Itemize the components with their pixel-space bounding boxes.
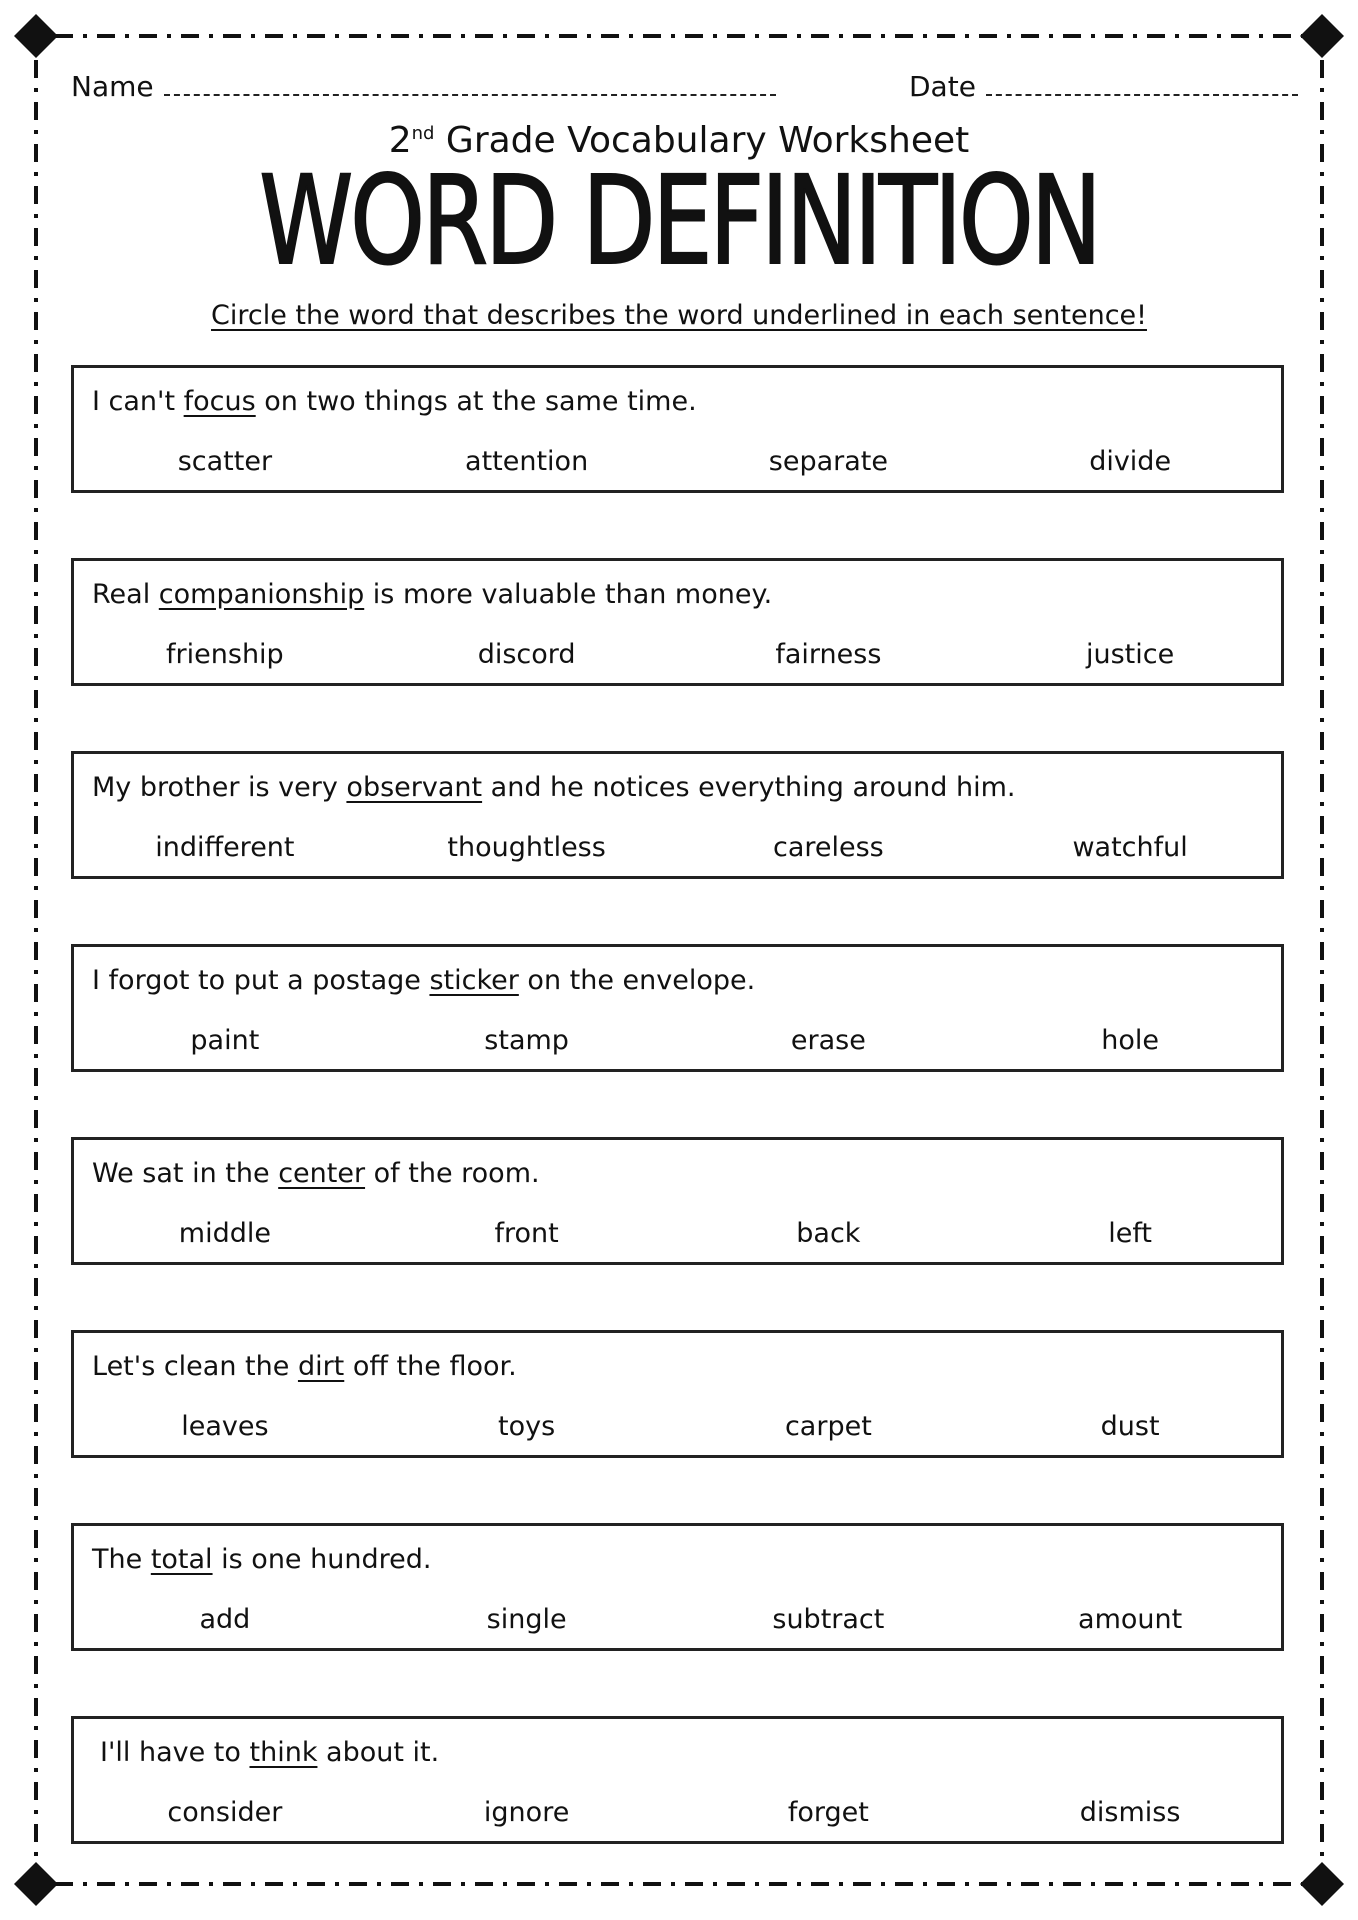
question-sentence (92, 579, 772, 610)
question-box (71, 558, 1284, 686)
answer-options (74, 446, 1281, 477)
answer-option[interactable]: ignore (483, 1797, 570, 1828)
sentence-text: We sat in the (92, 1158, 279, 1189)
answer-option[interactable]: frienship (166, 639, 284, 670)
question-sentence (92, 772, 1016, 803)
answer-option[interactable]: consider (167, 1797, 283, 1828)
sentence-text: is one hundred. (212, 1544, 432, 1575)
answer-option[interactable]: single (486, 1604, 567, 1635)
question-box (71, 1716, 1284, 1844)
underlined-word: sticker (429, 965, 519, 996)
answer-options (74, 1411, 1281, 1442)
answer-option[interactable]: toys (498, 1411, 556, 1442)
sentence-text: Let's clean the (92, 1351, 298, 1382)
grade-suffix: nd (411, 123, 435, 144)
sentence-text: and he notices everything around him. (482, 772, 1016, 803)
corner-diamond-icon (1300, 1862, 1344, 1906)
underlined-word: companionship (158, 579, 365, 610)
answer-option[interactable]: divide (1089, 446, 1172, 477)
question-box (71, 365, 1284, 493)
date-field[interactable] (909, 70, 1298, 103)
corner-diamond-icon (1300, 14, 1344, 58)
answer-option[interactable]: watchful (1072, 832, 1188, 863)
question-sentence (92, 965, 755, 996)
sentence-text: I can't (92, 386, 184, 417)
name-field[interactable] (71, 70, 776, 103)
sentence-text: My brother is very (92, 772, 347, 803)
answer-options (74, 832, 1281, 863)
answer-option[interactable]: back (796, 1218, 861, 1249)
answer-option[interactable]: middle (178, 1218, 271, 1249)
question-sentence (92, 386, 697, 417)
answer-option[interactable]: fairness (775, 639, 882, 670)
answer-options (74, 639, 1281, 670)
question-box (71, 1137, 1284, 1265)
answer-option[interactable]: stamp (484, 1025, 569, 1056)
corner-diamond-icon (14, 1862, 58, 1906)
sentence-text: about it. (317, 1737, 440, 1768)
answer-option[interactable]: careless (772, 832, 884, 863)
underlined-word: focus (183, 386, 256, 417)
sentence-text: I forgot to put a postage (92, 965, 430, 996)
question-box (71, 1330, 1284, 1458)
answer-option[interactable]: amount (1078, 1604, 1183, 1635)
question-sentence (100, 1737, 439, 1768)
sentence-text: I'll have to (100, 1737, 250, 1768)
sentence-text: on the envelope. (518, 965, 756, 996)
instructions: Circle the word that describes the word underlined in each sentence! (211, 300, 1147, 331)
answer-option[interactable]: thoughtless (447, 832, 606, 863)
corner-diamond-icon (14, 14, 58, 58)
date-label: Date (909, 70, 976, 103)
answer-option[interactable]: left (1108, 1218, 1152, 1249)
grade-number: 2 (388, 120, 412, 161)
answer-option[interactable]: justice (1086, 639, 1175, 670)
underlined-word: center (278, 1158, 366, 1189)
answer-options (74, 1218, 1281, 1249)
answer-option[interactable]: add (199, 1604, 251, 1635)
page-title: WORD DEFINITION (259, 150, 1099, 292)
answer-options (74, 1797, 1281, 1828)
answer-option[interactable]: attention (465, 446, 589, 477)
sentence-text: The (92, 1544, 151, 1575)
sentence-text: off the floor. (344, 1351, 517, 1382)
answer-option[interactable]: leaves (181, 1411, 269, 1442)
answer-option[interactable]: separate (768, 446, 888, 477)
question-box (71, 751, 1284, 879)
sentence-text: Real (92, 579, 159, 610)
underlined-word: think (249, 1737, 318, 1768)
answer-option[interactable]: subtract (772, 1604, 885, 1635)
sentence-text: is more valuable than money. (364, 579, 773, 610)
answer-options (74, 1025, 1281, 1056)
question-sentence (92, 1158, 540, 1189)
answer-option[interactable]: erase (790, 1025, 866, 1056)
answer-option[interactable]: hole (1101, 1025, 1159, 1056)
name-label: Name (71, 70, 154, 103)
underlined-word: observant (346, 772, 483, 803)
underlined-word: total (150, 1544, 213, 1575)
date-line[interactable] (986, 70, 1298, 96)
answer-options (74, 1604, 1281, 1635)
answer-option[interactable]: indifferent (155, 832, 295, 863)
answer-option[interactable]: forget (787, 1797, 869, 1828)
underlined-word: dirt (297, 1351, 345, 1382)
sentence-text: on two things at the same time. (255, 386, 697, 417)
answer-option[interactable]: front (494, 1218, 559, 1249)
question-box (71, 944, 1284, 1072)
answer-option[interactable]: dust (1100, 1411, 1160, 1442)
answer-option[interactable]: paint (190, 1025, 260, 1056)
answer-option[interactable]: carpet (784, 1411, 872, 1442)
answer-option[interactable]: scatter (177, 446, 273, 477)
answer-option[interactable]: discord (477, 639, 576, 670)
question-box (71, 1523, 1284, 1651)
subtitle-text: Grade Vocabulary Worksheet (445, 120, 970, 161)
question-sentence (92, 1544, 431, 1575)
answer-option[interactable]: dismiss (1079, 1797, 1181, 1828)
sentence-text: of the room. (365, 1158, 540, 1189)
question-sentence (92, 1351, 517, 1382)
name-line[interactable] (164, 70, 776, 96)
